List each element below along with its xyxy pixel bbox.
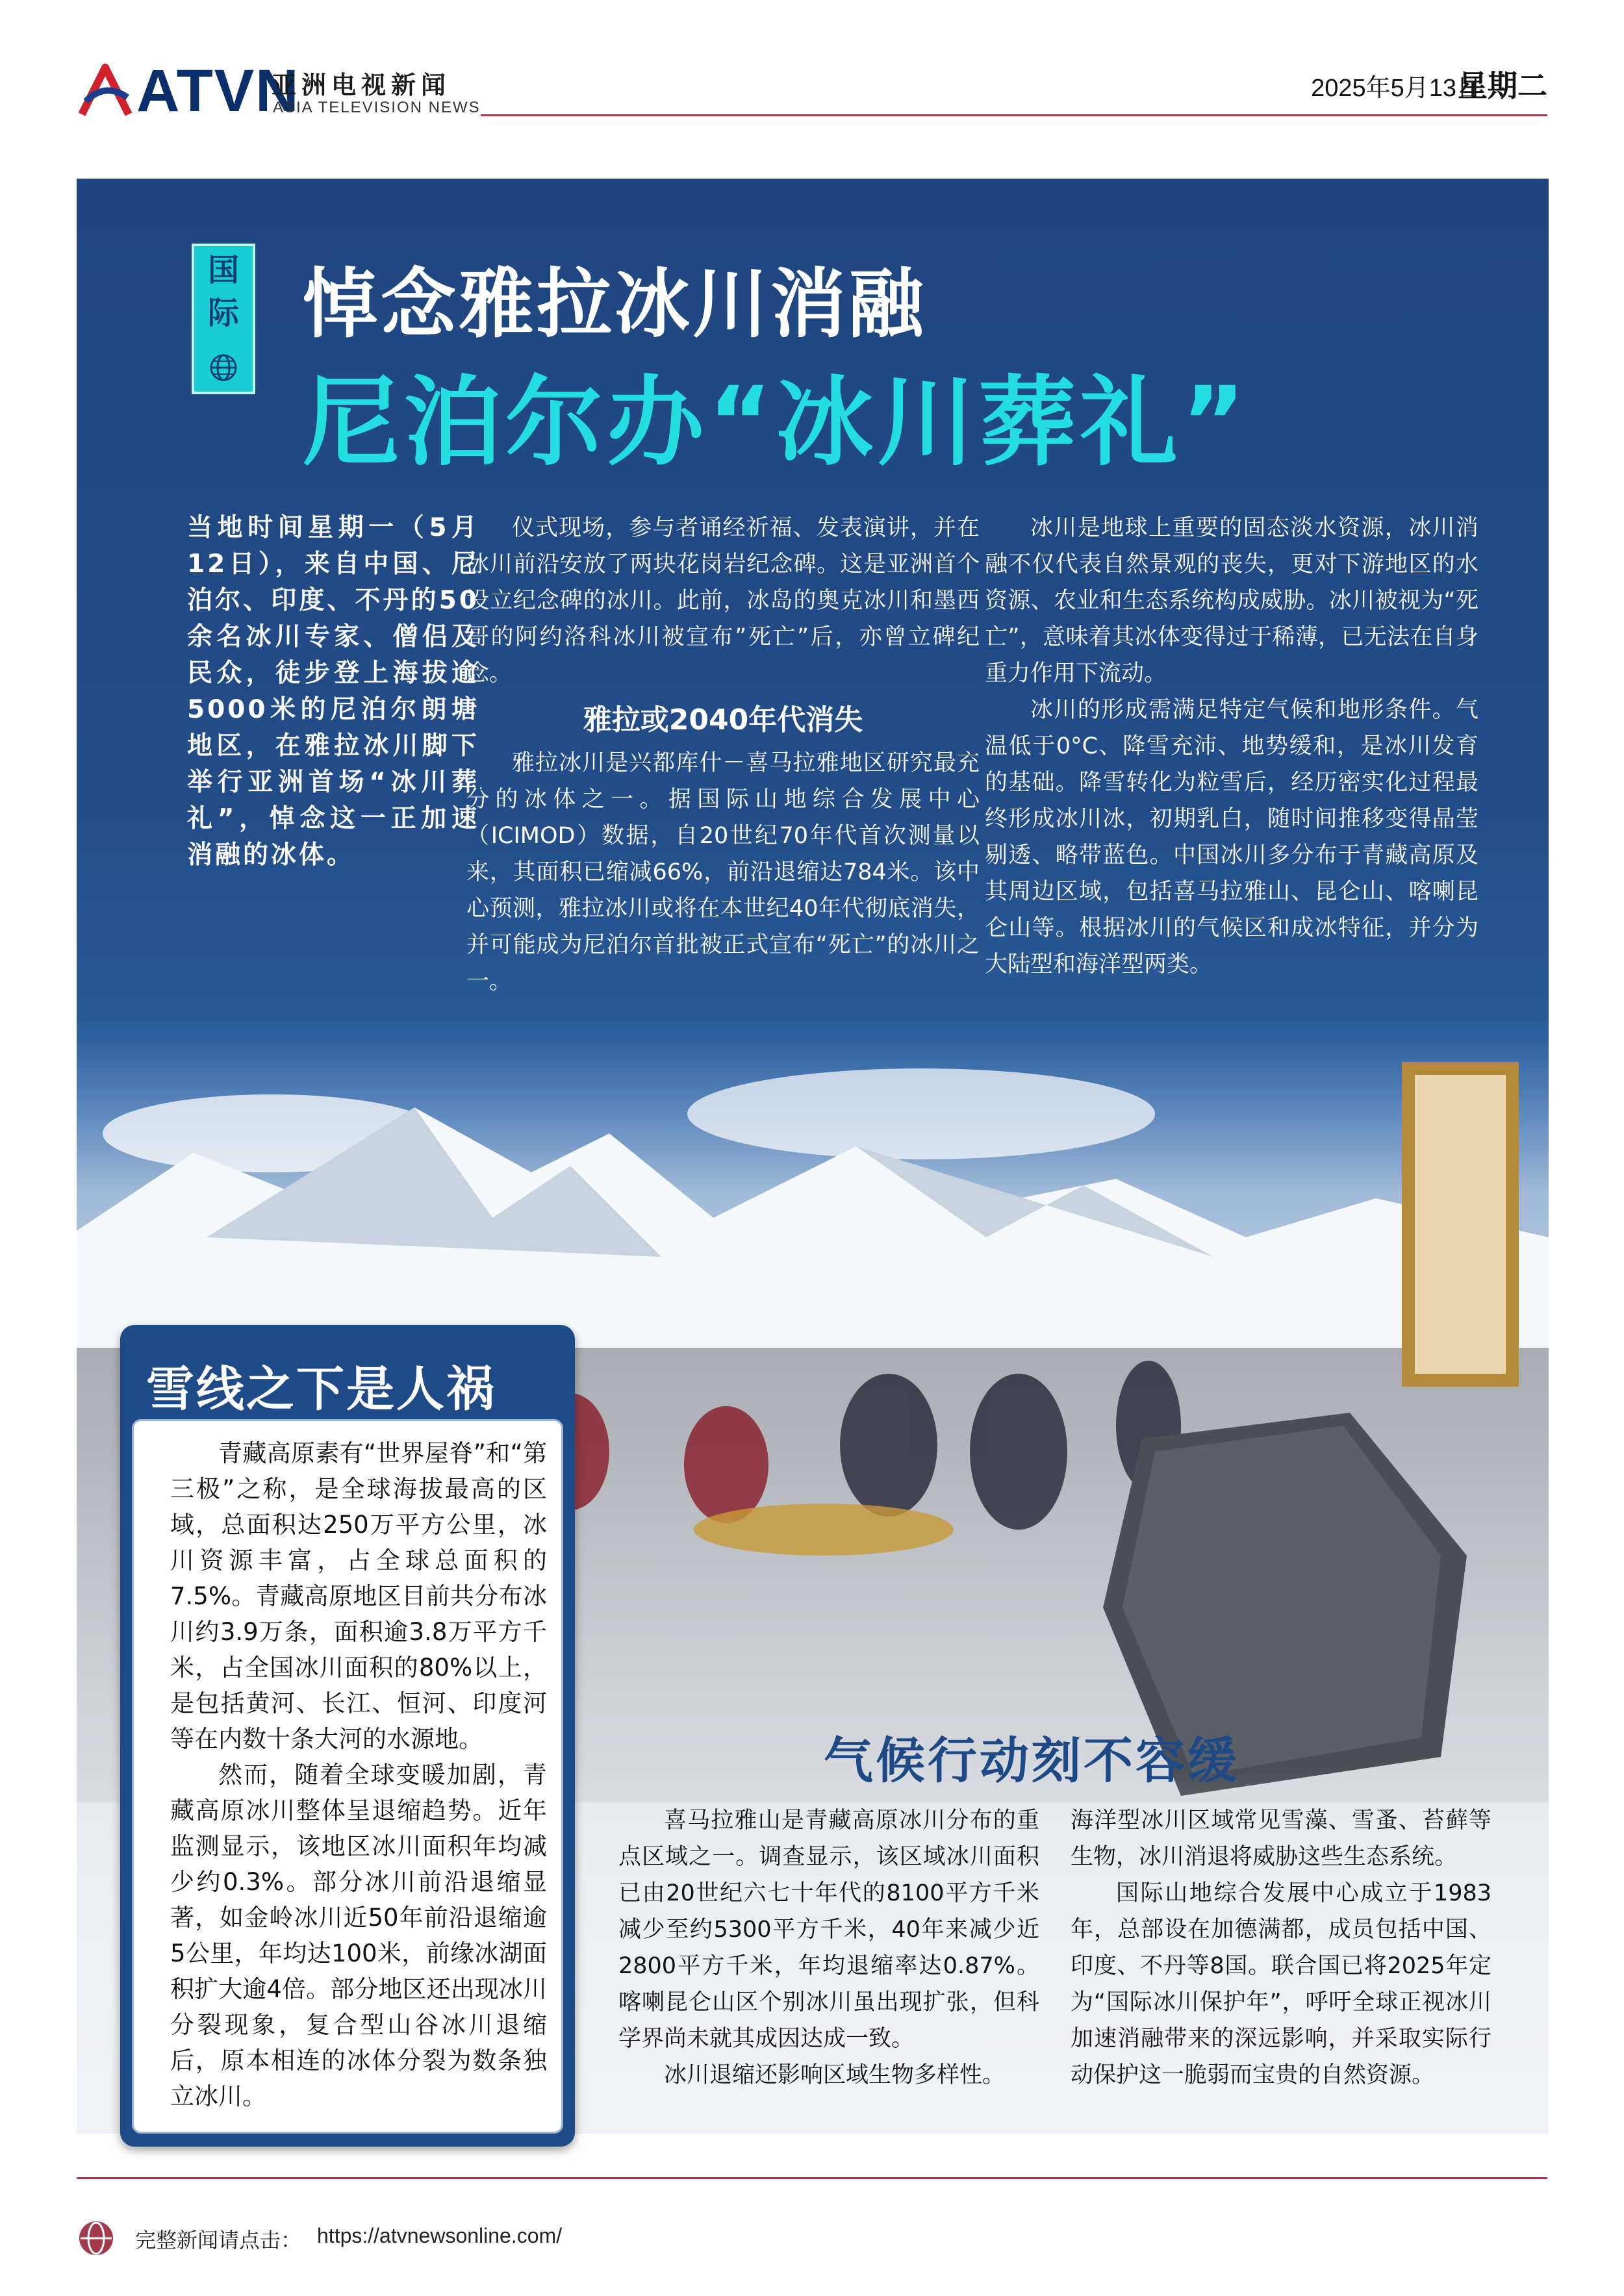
climate-column-1 <box>618 1802 1039 2093</box>
footer-divider <box>77 2177 1547 2179</box>
issue-date: 2025年5月13日 <box>1311 75 1481 102</box>
column2-subhead: 雅拉或2040年代消失 <box>583 703 863 737</box>
climate-paragraph-3: 海洋型冰川区域常见雪藻、雪蚤、苔藓等生物，冰川消退将威胁这些生态系统。 <box>1071 1808 1491 1870</box>
globe-link-icon <box>77 2219 116 2258</box>
column3-paragraph-1: 冰川是地球上重要的固态淡水资源，冰川消融不仅代表自然景观的丧失，更对下游地区的水资源、农业和生态系统构成威胁。冰川被视为“死亡”，意味着其冰体变得过于稀薄，已无法在自身重力作用下流动。 <box>985 515 1478 687</box>
sidebar-paragraph-2: 然而，随着全球变暖加剧，青藏高原冰川整体呈退缩趋势。近年监测显示，该地区冰川面积年均减少约0.3%。部分冰川前沿退缩显著，如金岭冰川近50年前沿退缩逾5公里，年均达100米，前缘冰湖面积扩大逾4倍。部分地区还出现冰川分裂现象，复合型山谷冰川退缩后，原本相连的冰体分裂为数条独立冰川。 <box>170 1761 547 2110</box>
atvn-swirl-icon <box>77 62 134 120</box>
tag-char-1: 国 <box>207 252 239 288</box>
tag-char-2: 际 <box>207 295 239 331</box>
globe-icon <box>209 353 238 383</box>
column2-paragraph-1: 仪式现场，参与者诵经祈福、发表演讲，并在冰川前沿安放了两块花岗岩纪念碑。这是亚洲首个设立纪念碑的冰川。此前，冰岛的奥克冰川和墨西哥的阿约洛科冰川被宣布”死亡”后，亦曾立碑纪念。 <box>466 515 980 687</box>
logo-wordmark: ATVN <box>136 57 300 124</box>
footer-link[interactable]: https://atvnewsonline.com/ <box>317 2224 563 2247</box>
article-column-3 <box>985 510 1478 983</box>
climate-column-2 <box>1071 1802 1491 2093</box>
lead-paragraph: 当地时间星期一（5月12日），来自中国、尼泊尔、印度、不丹的50余名冰川专家、僧侣及民众，徒步登上海拔逾5000米的尼泊尔朗塘地区，在雅拉冰川脚下举行亚洲首场“冰川葬礼”，悼念这一正加速消融的冰体。 <box>187 513 479 870</box>
climate-paragraph-2: 冰川退缩还影响区域生物多样性。 <box>664 2062 1006 2088</box>
headline-line-1: 悼念雅拉冰川消融 <box>303 260 926 348</box>
category-tag-international <box>192 244 255 394</box>
column2-paragraph-2: 雅拉冰川是兴都库什－喜马拉雅地区研究最充分的冰体之一。据国际山地综合发展中心（ICIMOD）数据，自20世纪70年代首次测量以来，其面积已缩减66%，前沿退缩达784米。该中心预测，雅拉冰川或将在本世纪40年代彻底消失，并可能成为尼泊尔首批被正式宣布“死亡”的冰川之一。 <box>466 750 980 994</box>
climate-paragraph-1: 喜马拉雅山是青藏高原冰川分布的重点区域之一。调查显示，该区域冰川面积已由20世纪六七十年代的8100平方千米减少至约5300平方千米，40年来减少近2800平方千米，年均退缩率达0.87%。喀喇昆仑山区个别冰川虽出现扩张，但科学界尚未就其成因达成一致。 <box>618 1808 1039 2052</box>
sidebar-paragraph-1: 青藏高原素有“世界屋脊”和“第三极”之称，是全球海拔最高的区域，总面积达250万平方公里，冰川资源丰富，占全球总面积的7.5%。青藏高原地区目前共分布冰川约3.9万条，面积逾3.8万平方千米，占全国冰川面积的80%以上，是包括黄河、长江、恒河、印度河等在内数十条大河的水源地。 <box>170 1439 547 1753</box>
article-column-2 <box>466 510 980 1000</box>
issue-weekday: 星期二 <box>1458 68 1547 103</box>
brand-name-cn: 亚洲电视新闻 <box>272 71 451 99</box>
column3-paragraph-2: 冰川的形成需满足特定气候和地形条件。气温低于0°C、降雪充沛、地势缓和，是冰川发育的基础。降雪转化为粒雪后，经历密实化过程最终形成冰川冰，初期乳白，随时间推移变得晶莹剔透、略带蓝色。中国冰川多分布于青藏高原及其周边区域，包括喜马拉雅山、昆仑山、喀喇昆仑山等。根据冰川的气候区和成冰特征，并分为大陆型和海洋型两类。 <box>985 697 1478 978</box>
header-divider <box>481 114 1547 116</box>
climate-section-title: 气候行动刻不容缓 <box>824 1732 1239 1789</box>
brand-name-en: ASIA TELEVISION NEWS <box>273 99 481 116</box>
sidebar-title: 雪线之下是人祸 <box>146 1361 496 1417</box>
sidebar-box <box>120 1325 575 2147</box>
headline-line-2: 尼泊尔办“冰川葬礼” <box>303 366 1250 479</box>
atvn-logo <box>77 57 300 124</box>
climate-paragraph-4: 国际山地综合发展中心成立于1983年，总部设在加德满都，成员包括中国、印度、不丹等8国。联合国已将2025年定为“国际冰川保护年”，呼吁全球正视冰川加速消融带来的深远影响，并采取实际行动保护这一脆弱而宝贵的自然资源。 <box>1071 1880 1491 2088</box>
footer-label: 完整新闻请点击： <box>135 2228 302 2252</box>
sidebar-body <box>132 1419 563 2134</box>
